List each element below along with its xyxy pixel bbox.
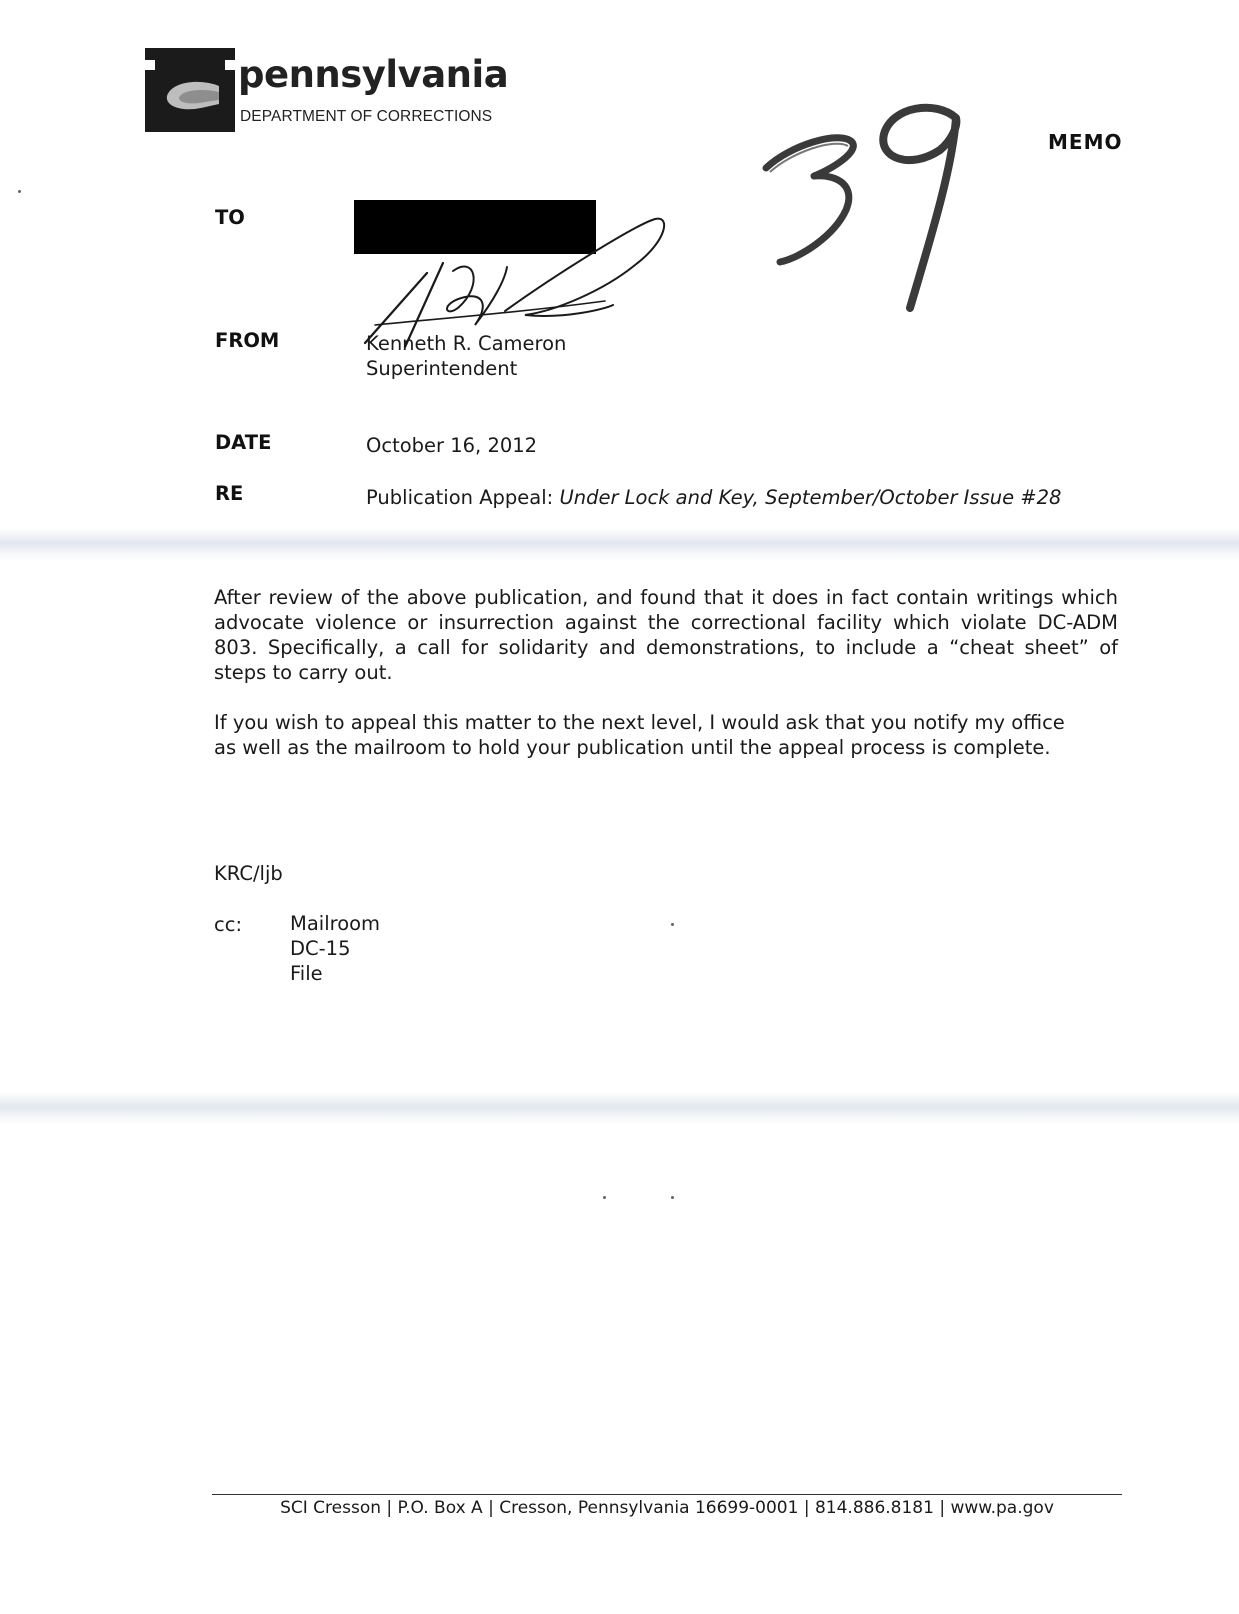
footer-address: SCI Cresson | P.O. Box A | Cresson, Pennsylvania 16699-0001 | 814.886.8181 | www.pa.gov [280,1498,1054,1518]
from-title: Superintendent [366,357,518,380]
re-publication-title: Under Lock and Key, September/October Issue #28 [559,486,1062,509]
typist-initials: KRC/ljb [214,862,283,885]
from-name: Kenneth R. Cameron [366,332,567,355]
to-label: TO [215,206,245,229]
date-label: DATE [215,431,272,454]
memo-title: MEMO [1048,130,1123,154]
re-subject [366,485,1118,510]
handwritten-number [760,90,990,320]
scan-speck [603,1196,606,1199]
body-paragraph-1: After review of the above publication, and found that it does in fact contain writings which advocate violence or insurrection against the correctional facility which violate DC-ADM 803. Specifically, a call for solidarity and demonstrations, to include a “cheat sheet” of steps to carry out. [214,586,1118,684]
date-value: October 16, 2012 [366,434,538,457]
from-label: FROM [215,329,280,352]
paper-fold [0,528,1239,562]
cc-label: cc: [214,913,243,936]
brand-subtitle: DEPARTMENT OF CORRECTIONS [240,108,493,125]
keystone-logo [145,48,235,132]
cc-recipient: File [290,962,323,985]
scan-speck [671,1196,674,1199]
brand-name: pennsylvania [238,53,509,96]
footer-rule [212,1494,1122,1495]
body-paragraph-2: If you wish to appeal this matter to the next level, I would ask that you notify my office as well as the mailroom to hold your publication until the appeal process is complete. [214,711,1065,759]
scan-speck [671,923,674,926]
re-label: RE [215,482,244,505]
cc-recipient: DC-15 [290,937,351,960]
cc-list [290,911,380,986]
cc-recipient: Mailroom [290,912,381,935]
paper-fold [0,1092,1239,1126]
re-prefix: Publication Appeal: [366,486,560,509]
scan-speck [18,190,21,193]
